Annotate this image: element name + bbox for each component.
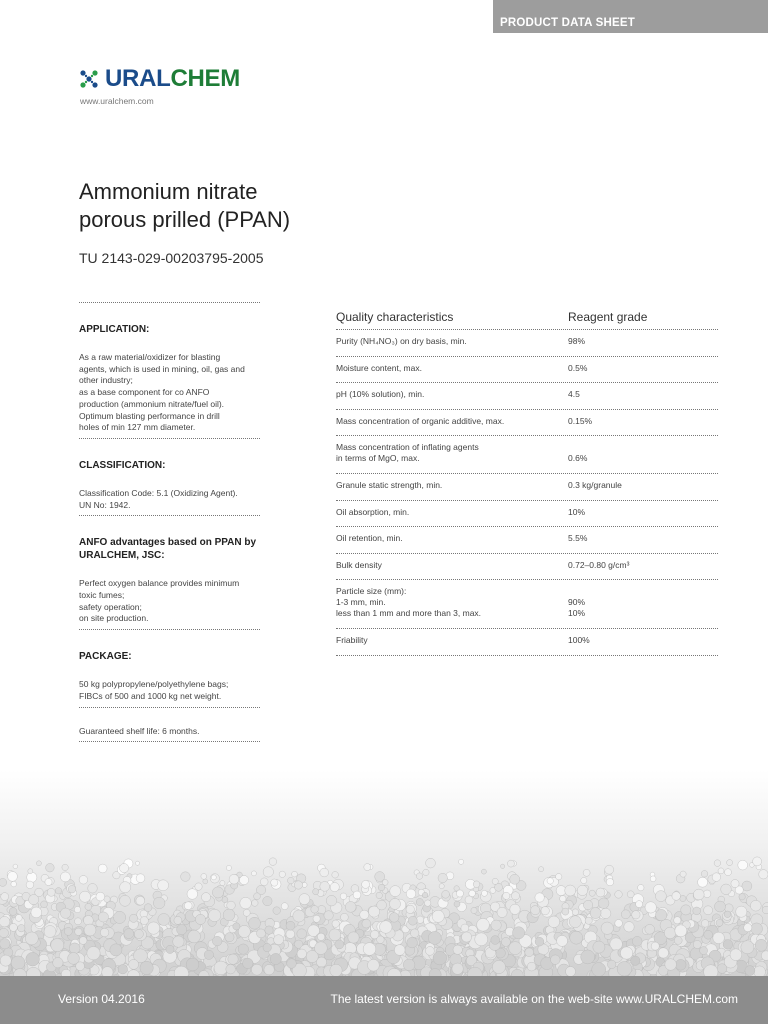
characteristic-cell: Mass concentration of organic additive, max. [336, 415, 505, 426]
uralchem-logo-icon [79, 69, 99, 89]
table-row [336, 500, 718, 527]
table-row [336, 382, 718, 409]
product-spec: TU 2143-029-00203795-2005 [79, 250, 264, 266]
table-row [336, 579, 718, 628]
title-line-1: Ammonium nitrate [79, 179, 258, 204]
value-cell: 10% [568, 506, 586, 517]
characteristic-cell: Purity (NH₄NO₃) on dry basis, min. [336, 336, 467, 346]
characteristic-cell: Oil retention, min. [336, 533, 403, 543]
characteristic-cell: Granule static strength, min. [336, 480, 443, 490]
characteristic-cell: Particle size (mm): 1-3 mm, min. less than 1 mm and more than 3, max. [336, 586, 482, 618]
table-row [336, 526, 718, 553]
table-bottom-divider [336, 655, 718, 656]
shelf-life-text: Guaranteed shelf life: 6 months. [79, 725, 200, 736]
quality-table-header [336, 305, 718, 329]
value-cell: 0.6% [568, 453, 588, 463]
table-row [336, 628, 718, 655]
value-cell: 0.5% [568, 362, 588, 373]
footer-bar [0, 976, 768, 1024]
value-cell: 4.5 [568, 389, 580, 399]
left-column [79, 302, 260, 742]
value-cell: 90% 10% [568, 597, 586, 618]
characteristic-cell: pH (10% solution), min. [336, 389, 425, 399]
application-heading: APPLICATION: [79, 324, 150, 335]
product-title [79, 178, 290, 234]
col-header-characteristics: Quality characteristics [336, 310, 454, 324]
value-cell: 98% [568, 336, 586, 346]
anfo-heading: ANFO advantages based on PPAN by URALCHEM, JSC: [79, 537, 257, 562]
table-row [336, 356, 718, 383]
website-url[interactable]: www.uralchem.com [80, 96, 154, 106]
uralchem-logo [79, 65, 240, 93]
value-cell: 100% [568, 635, 590, 645]
website-note: The latest version is always available on the web-site www.URALCHEM.com [330, 992, 738, 1006]
table-row [336, 409, 718, 436]
quality-table-body [336, 329, 718, 655]
value-cell: 0.72–0.80 g/cm³ [568, 559, 630, 570]
package-heading: PACKAGE: [79, 651, 132, 663]
characteristic-cell: Bulk density [336, 559, 382, 570]
characteristic-cell: Mass concentration of inflating agents in terms of MgO, max. [336, 442, 479, 463]
table-row [336, 553, 718, 580]
classification-heading: CLASSIFICATION: [79, 459, 166, 471]
divider [79, 707, 260, 708]
divider [79, 302, 260, 303]
divider [79, 629, 260, 630]
value-cell: 5.5% [568, 533, 588, 543]
quality-table [336, 305, 718, 656]
characteristic-cell: Moisture content, max. [336, 362, 422, 373]
divider [79, 515, 260, 516]
characteristic-cell: Friability [336, 635, 368, 645]
package-text: 50 kg polypropylene/polyethylene bags; FIBCs of 500 and 1000 kg net weight. [79, 679, 229, 701]
characteristic-cell: Oil absorption, min. [336, 506, 410, 517]
col-header-grade: Reagent grade [568, 310, 648, 324]
classification-text: Classification Code: 5.1 (Oxidizing Agent). UN No: 1942. [79, 487, 238, 510]
granules-image [0, 770, 768, 976]
table-row [336, 435, 718, 473]
divider [79, 741, 260, 742]
value-cell: 0.3 kg/granule [568, 480, 622, 490]
product-data-sheet-tag: PRODUCT DATA SHEET [493, 0, 768, 33]
table-row [336, 473, 718, 500]
title-line-2: porous prilled (PPAN) [79, 207, 291, 232]
table-row [336, 329, 718, 356]
version-label: Version 04.2016 [58, 992, 145, 1006]
logo-wordmark: URALCHEM [105, 65, 240, 92]
value-cell: 0.15% [568, 415, 593, 426]
application-text: As a raw material/oxidizer for blasting agents, which is used in mining, oil, gas and other industry; as a base component for co ANFO production (ammonium nitrate/fuel oil). Optimum blasting performance in drill holes of min 127 mm diameter. [79, 352, 245, 433]
divider [79, 438, 260, 439]
anfo-text: Perfect oxygen balance provides minimum toxic fumes; safety operation; on site production. [79, 578, 240, 624]
